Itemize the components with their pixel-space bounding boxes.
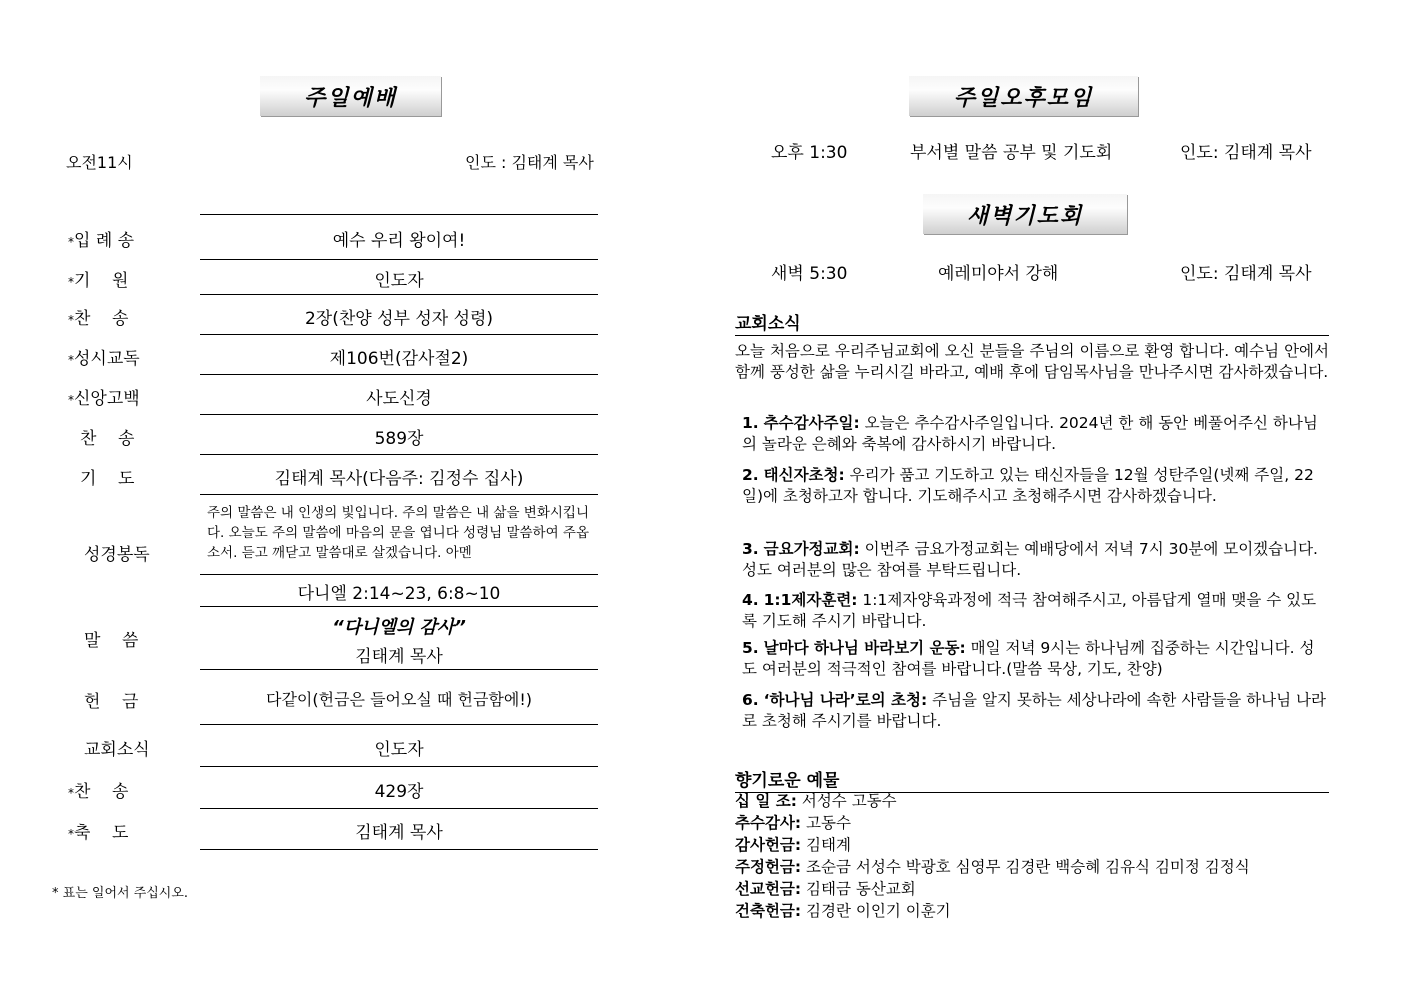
offering-row: 건축헌금: 김경란 이인기 이훈기: [735, 902, 951, 920]
news-item: 5. 날마다 하나님 바라보기 운동: 매일 저녁 9시는 하나님께 집중하는 시간입니다. 성도 여러분의 적극적인 참여를 바랍니다.(말씀 묵상, 기도, 찬양): [742, 639, 1315, 678]
worship-time: 오전11시: [66, 153, 133, 172]
divider: [200, 454, 598, 455]
worship-leader: 인도 : 김태계 목사: [465, 153, 594, 172]
afternoon-desc: 부서별 말씀 공부 및 기도회: [910, 143, 1113, 163]
worship-title: 주일예배: [260, 76, 441, 116]
order-label: *찬 송: [68, 782, 129, 802]
divider: [200, 374, 598, 375]
footnote: * 표는 일어서 주십시오.: [52, 886, 189, 901]
offering-row: 주정헌금: 조순금 서성수 박광호 심영무 김경란 백승혜 김유식 김미정 김정식: [735, 858, 1250, 876]
dawn-desc: 예레미야서 강해: [938, 264, 1059, 284]
divider: [200, 849, 598, 850]
news-item: 2. 태신자초청: 우리가 품고 기도하고 있는 태신자들을 12월 성탄주일(넷째 주일, 22일)에 초청하고자 합니다. 기도해주시고 초청해주시면 감사하겠습니다.: [742, 466, 1314, 505]
order-value: 2장(찬양 성부 성자 성령): [304, 309, 494, 329]
order-label: *신앙고백: [68, 389, 140, 409]
order-label: 헌 금: [84, 692, 139, 712]
divider: [200, 334, 598, 335]
order-label: *기 원: [68, 271, 129, 291]
afternoon-time: 오후 1:30: [771, 143, 848, 163]
order-value: 429장: [374, 782, 424, 802]
order-value: 인도자: [374, 271, 424, 291]
order-value: 다같이(헌금은 들어오실 때 헌금함에!): [266, 690, 532, 709]
news-heading: 교회소식: [735, 309, 1329, 336]
order-value: 예수 우리 왕이여!: [332, 231, 466, 251]
order-value: 인도자: [374, 740, 424, 760]
news-item: 3. 금요가정교회: 이번주 금요가정교회는 예배당에서 저녁 7시 30분에 모이겠습니다. 성도 여러분의 많은 참여를 부탁드립니다.: [742, 540, 1318, 579]
order-label: 기 도: [80, 469, 135, 489]
divider: [200, 214, 598, 215]
order-value: 제106번(감사절2): [329, 349, 469, 369]
offering-row: 감사헌금: 김태계: [735, 836, 851, 854]
dawn-time: 새벽 5:30: [771, 264, 848, 284]
news-item: 4. 1:1제자훈련: 1:1제자양육과정에 적극 참여해주시고, 아름답게 열매 맺을 수 있도록 기도해 주시기 바랍니다.: [742, 591, 1317, 630]
bible-reference: 다니엘 2:14~23, 6:8~10: [297, 584, 501, 604]
divider: [200, 259, 598, 260]
afternoon-leader: 인도: 김태계 목사: [1180, 143, 1312, 163]
bible-prayer: 주의 말씀은 내 인생의 빛입니다. 주의 말씀은 내 삶을 변화시킵니다. 오늘도 주의 말씀에 마음의 문을 엽니다 성령님 말씀하여 주옵소서. 듣고 깨닫고 말씀대로 살겠습니다. 아멘: [207, 505, 589, 561]
divider: [200, 414, 598, 415]
dawn-title: 새벽기도회: [923, 194, 1127, 234]
order-value: 김태계 목사(다음주: 김정수 집사): [274, 469, 524, 489]
offering-heading: 향기로운 예물: [735, 766, 1329, 793]
order-label: 교회소식: [84, 740, 150, 760]
order-value: 589장: [374, 429, 424, 449]
order-label: *찬 송: [68, 309, 129, 329]
news-item: 6. ‘하나님 나라’로의 초청: 주님을 알지 못하는 세상나라에 속한 사람들을 하나님 나라로 초청해 주시기를 바랍니다.: [742, 691, 1326, 730]
news-item: 1. 추수감사주일: 오늘은 추수감사주일입니다. 2024년 한 해 동안 베풀어주신 하나님의 놀라운 은혜와 축복에 감사하시기 바랍니다.: [742, 414, 1318, 453]
order-label: 찬 송: [80, 429, 135, 449]
divider: [200, 494, 598, 495]
divider: [200, 669, 598, 670]
offering-row: 십 일 조: 서성수 고동수: [735, 792, 897, 810]
order-label: *축 도: [68, 823, 129, 843]
divider: [200, 574, 598, 575]
sermon-preacher: 김태계 목사: [355, 647, 443, 667]
offering-row: 추수감사: 고동수: [735, 814, 851, 832]
afternoon-title: 주일오후모임: [909, 76, 1138, 116]
bible-label: 성경봉독: [84, 545, 150, 565]
divider: [200, 294, 598, 295]
divider: [200, 606, 598, 607]
news-intro: 오늘 처음으로 우리주님교회에 오신 분들을 주님의 이름으로 환영 합니다. 예수님 안에서 함께 풍성한 삶을 누리시길 바라고, 예배 후에 담임목사님을 만나주시면 감사하겠습니다.: [735, 342, 1329, 381]
sermon-label: 말 씀: [84, 631, 139, 651]
divider: [200, 724, 598, 725]
order-value: 사도신경: [366, 389, 432, 409]
order-label: *성시교독: [68, 349, 140, 369]
dawn-leader: 인도: 김태계 목사: [1180, 264, 1312, 284]
sermon-title: “다니엘의 감사”: [332, 617, 466, 638]
divider: [200, 766, 598, 767]
order-label: *입 례 송: [68, 231, 135, 251]
offering-row: 선교헌금: 김태금 동산교회: [735, 880, 916, 898]
divider: [200, 808, 598, 809]
order-value: 김태계 목사: [355, 823, 443, 843]
